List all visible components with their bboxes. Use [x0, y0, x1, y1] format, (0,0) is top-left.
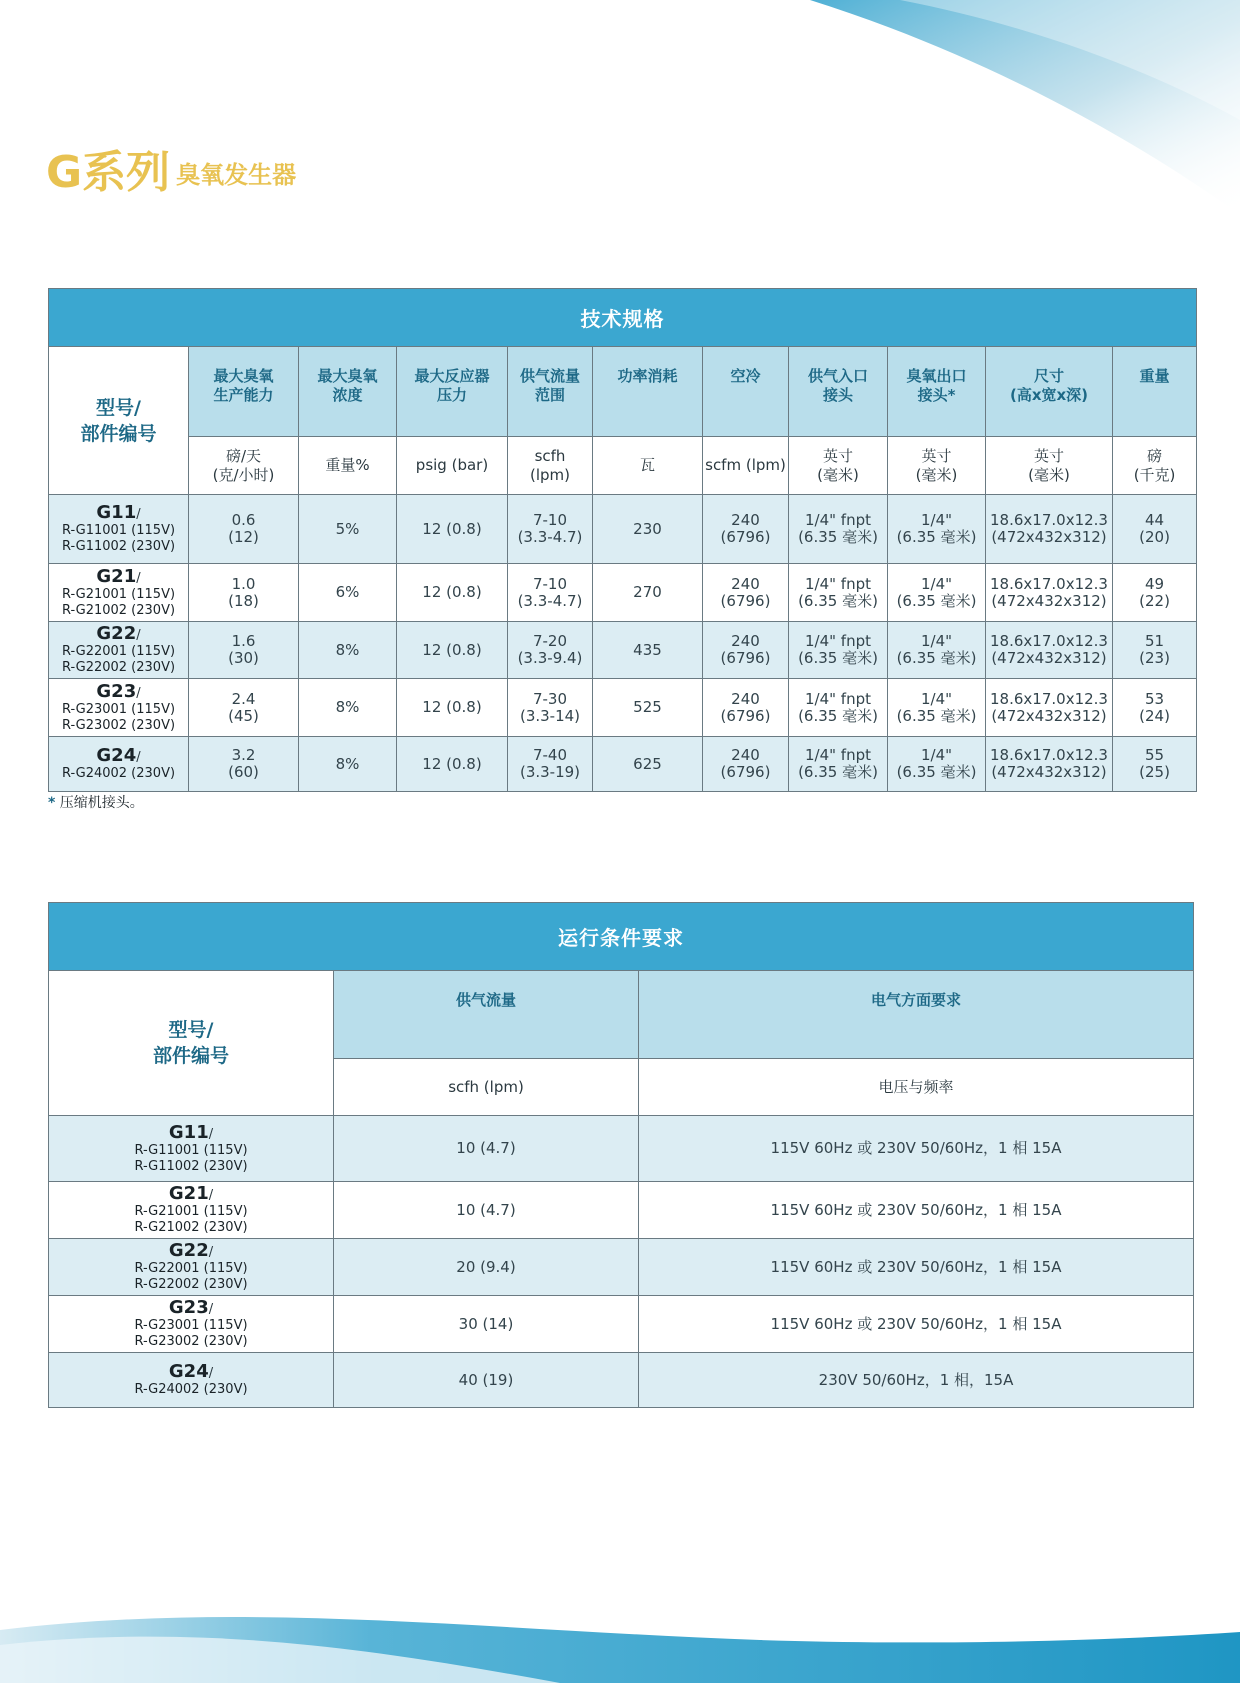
table-row — [49, 495, 1197, 564]
part-number: R-G11001 (115V) — [134, 1142, 248, 1158]
table-row — [49, 1182, 1194, 1239]
model-name: G22 — [168, 1240, 209, 1261]
table-cell: 1/4" fnpt (6.35 毫米) — [789, 564, 888, 622]
model-name: G23 — [96, 680, 137, 702]
column-header: 臭氧出口 接头* — [888, 347, 986, 437]
column-header: 尺寸 (高x宽x深) — [986, 347, 1113, 437]
footnote — [48, 792, 144, 812]
table-cell: 20 (9.4) — [334, 1239, 639, 1296]
column-header: 最大臭氧 生产能力 — [189, 347, 299, 437]
table-cell: 5% — [299, 495, 397, 564]
table-cell: 8% — [299, 737, 397, 792]
part-number: R-G23001 (115V) — [134, 1318, 248, 1333]
table-cell: 51 (23) — [1113, 622, 1197, 679]
table-row — [49, 1353, 1194, 1408]
column-header: 供气入口 接头 — [789, 347, 888, 437]
column-unit: psig (bar) — [397, 437, 508, 495]
column-unit: scfm (lpm) — [703, 437, 789, 495]
table-cell: 625 — [593, 737, 703, 792]
table-cell: 3.2 (60) — [189, 737, 299, 792]
table-cell: 12 (0.8) — [397, 737, 508, 792]
table-cell: 1/4" fnpt (6.35 毫米) — [789, 679, 888, 737]
table-cell: 30 (14) — [334, 1296, 639, 1353]
model-slash: / — [136, 628, 141, 643]
model-name: G11 — [96, 502, 137, 523]
table-cell: 18.6x17.0x12.3 (472x432x312) — [986, 679, 1113, 737]
title-subtitle: 臭氧发生器 — [176, 161, 297, 189]
column-unit: 电压与频率 — [639, 1059, 1194, 1116]
part-number: R-G21002 (230V) — [61, 602, 176, 618]
model-cell — [49, 564, 189, 622]
column-unit: scfh (lpm) — [334, 1059, 639, 1116]
table-cell: 7-40 (3.3-19) — [508, 737, 593, 792]
model-column-header: 型号/ 部件编号 — [49, 971, 334, 1116]
table-cell: 240 (6796) — [703, 679, 789, 737]
table-cell: 12 (0.8) — [397, 679, 508, 737]
table-cell: 1/4" fnpt (6.35 毫米) — [789, 737, 888, 792]
table-cell: 44 (20) — [1113, 495, 1197, 564]
table-row — [49, 737, 1197, 792]
table-row — [49, 1296, 1194, 1353]
table-cell: 18.6x17.0x12.3 (472x432x312) — [986, 737, 1113, 792]
model-cell — [49, 737, 189, 792]
column-header: 电气方面要求 — [639, 971, 1194, 1059]
part-number: R-G23002 (230V) — [61, 717, 176, 733]
table-cell: 8% — [299, 622, 397, 679]
table-cell: 53 (24) — [1113, 679, 1197, 737]
table-cell: 115V 60Hz 或 230V 50/60Hz，1 相 15A — [639, 1116, 1194, 1182]
model-cell — [49, 1353, 334, 1408]
table-cell: 1/4" (6.35 毫米) — [888, 495, 986, 564]
table-cell: 115V 60Hz 或 230V 50/60Hz，1 相 15A — [639, 1182, 1194, 1239]
part-number: R-G23002 (230V) — [134, 1334, 248, 1349]
table-row — [49, 622, 1197, 679]
table-cell: 270 — [593, 564, 703, 622]
model-cell — [49, 1239, 334, 1296]
table-cell: 7-20 (3.3-9.4) — [508, 622, 593, 679]
table-cell: 12 (0.8) — [397, 495, 508, 564]
column-unit: scfh (lpm) — [508, 437, 593, 495]
table-cell: 49 (22) — [1113, 564, 1197, 622]
part-number: R-G21001 (115V) — [134, 1204, 248, 1219]
model-cell — [49, 622, 189, 679]
table-cell: 240 (6796) — [703, 622, 789, 679]
model-name: G24 — [96, 745, 137, 766]
part-number: R-G22002 (230V) — [134, 1277, 248, 1292]
table-cell: 1/4" (6.35 毫米) — [888, 564, 986, 622]
table-cell: 10 (4.7) — [334, 1182, 639, 1239]
part-number: R-G21002 (230V) — [134, 1220, 248, 1235]
table-cell: 7-10 (3.3-4.7) — [508, 495, 593, 564]
table-cell: 55 (25) — [1113, 737, 1197, 792]
part-number: R-G24002 (230V) — [134, 1382, 248, 1397]
model-slash: / — [136, 685, 141, 701]
column-unit: 重量% — [299, 437, 397, 495]
operating-banner: 运行条件要求 — [49, 903, 1194, 971]
spec-banner: 技术规格 — [49, 289, 1197, 347]
table-cell: 115V 60Hz 或 230V 50/60Hz，1 相 15A — [639, 1239, 1194, 1296]
column-header: 空冷 — [703, 347, 789, 437]
model-name: G21 — [168, 1183, 209, 1204]
table-cell: 1.0 (18) — [189, 564, 299, 622]
bottom-wave-light — [0, 1637, 560, 1683]
column-unit: 磅 (千克) — [1113, 437, 1197, 495]
column-header: 最大反应器 压力 — [397, 347, 508, 437]
bottom-wave — [0, 1617, 1240, 1683]
table-cell: 1/4" fnpt (6.35 毫米) — [789, 495, 888, 564]
model-slash: / — [208, 1302, 214, 1317]
table-cell: 240 (6796) — [703, 564, 789, 622]
table-cell: 12 (0.8) — [397, 622, 508, 679]
column-unit: 磅/天 (克/小时) — [189, 437, 299, 495]
table-cell: 230 — [593, 495, 703, 564]
model-slash: / — [208, 1126, 214, 1142]
table-cell: 525 — [593, 679, 703, 737]
table-cell: 0.6 (12) — [189, 495, 299, 564]
column-header: 功率消耗 — [593, 347, 703, 437]
table-cell: 435 — [593, 622, 703, 679]
table-cell: 12 (0.8) — [397, 564, 508, 622]
model-slash: / — [208, 1245, 214, 1260]
model-slash: / — [136, 570, 141, 586]
column-header: 最大臭氧 浓度 — [299, 347, 397, 437]
model-cell — [49, 1182, 334, 1239]
model-slash: / — [208, 1188, 214, 1203]
part-number: R-G11002 (230V) — [61, 539, 176, 554]
table-cell: 18.6x17.0x12.3 (472x432x312) — [986, 495, 1113, 564]
column-header: 供气流量 范围 — [508, 347, 593, 437]
column-header: 供气流量 — [334, 971, 639, 1059]
operating-conditions-table — [48, 902, 1194, 1408]
table-cell: 18.6x17.0x12.3 (472x432x312) — [986, 622, 1113, 679]
table-cell: 230V 50/60Hz，1 相，15A — [639, 1353, 1194, 1408]
table-cell: 1/4" (6.35 毫米) — [888, 737, 986, 792]
part-number: R-G22002 (230V) — [61, 660, 176, 675]
table-cell: 10 (4.7) — [334, 1116, 639, 1182]
table-cell: 1/4" (6.35 毫米) — [888, 679, 986, 737]
part-number: R-G22001 (115V) — [61, 644, 176, 659]
model-cell — [49, 679, 189, 737]
model-cell — [49, 1116, 334, 1182]
spec-table — [48, 288, 1197, 792]
table-cell: 40 (19) — [334, 1353, 639, 1408]
table-cell: 1/4" fnpt (6.35 毫米) — [789, 622, 888, 679]
model-name: G22 — [96, 623, 137, 644]
table-cell: 240 (6796) — [703, 495, 789, 564]
column-unit: 瓦 — [593, 437, 703, 495]
model-name: G24 — [168, 1361, 209, 1382]
table-row — [49, 564, 1197, 622]
table-cell: 1/4" (6.35 毫米) — [888, 622, 986, 679]
table-cell: 2.4 (45) — [189, 679, 299, 737]
model-slash: / — [136, 750, 141, 765]
title-main: G系列 — [46, 147, 171, 198]
model-name: G21 — [96, 565, 137, 587]
footnote-star: * — [48, 795, 56, 811]
table-cell: 8% — [299, 679, 397, 737]
model-column-header: 型号/ 部件编号 — [49, 347, 189, 495]
part-number: R-G11002 (230V) — [134, 1158, 248, 1174]
column-header: 重量 — [1113, 347, 1197, 437]
model-name: G23 — [168, 1297, 209, 1318]
table-cell: 6% — [299, 564, 397, 622]
table-cell: 7-30 (3.3-14) — [508, 679, 593, 737]
model-slash: / — [208, 1366, 214, 1381]
part-number: R-G11001 (115V) — [61, 523, 176, 538]
part-number: R-G24002 (230V) — [61, 766, 176, 781]
column-unit: 英寸 (毫米) — [789, 437, 888, 495]
table-cell: 240 (6796) — [703, 737, 789, 792]
table-row — [49, 679, 1197, 737]
part-number: R-G22001 (115V) — [134, 1261, 248, 1276]
table-cell: 115V 60Hz 或 230V 50/60Hz，1 相 15A — [639, 1296, 1194, 1353]
part-number: R-G21001 (115V) — [61, 586, 176, 602]
column-unit: 英寸 (毫米) — [888, 437, 986, 495]
top-right-swoosh — [810, 0, 1240, 215]
model-cell — [49, 1296, 334, 1353]
model-name: G11 — [168, 1121, 209, 1143]
model-slash: / — [136, 507, 141, 522]
model-cell — [49, 495, 189, 564]
top-right-swoosh-light — [900, 0, 1240, 120]
part-number: R-G23001 (115V) — [61, 701, 176, 717]
footnote-text: 压缩机接头。 — [59, 795, 144, 811]
table-cell: 1.6 (30) — [189, 622, 299, 679]
table-row — [49, 1239, 1194, 1296]
page-title — [46, 148, 296, 200]
table-row — [49, 1116, 1194, 1182]
table-cell: 7-10 (3.3-4.7) — [508, 564, 593, 622]
column-unit: 英寸 (毫米) — [986, 437, 1113, 495]
table-cell: 18.6x17.0x12.3 (472x432x312) — [986, 564, 1113, 622]
